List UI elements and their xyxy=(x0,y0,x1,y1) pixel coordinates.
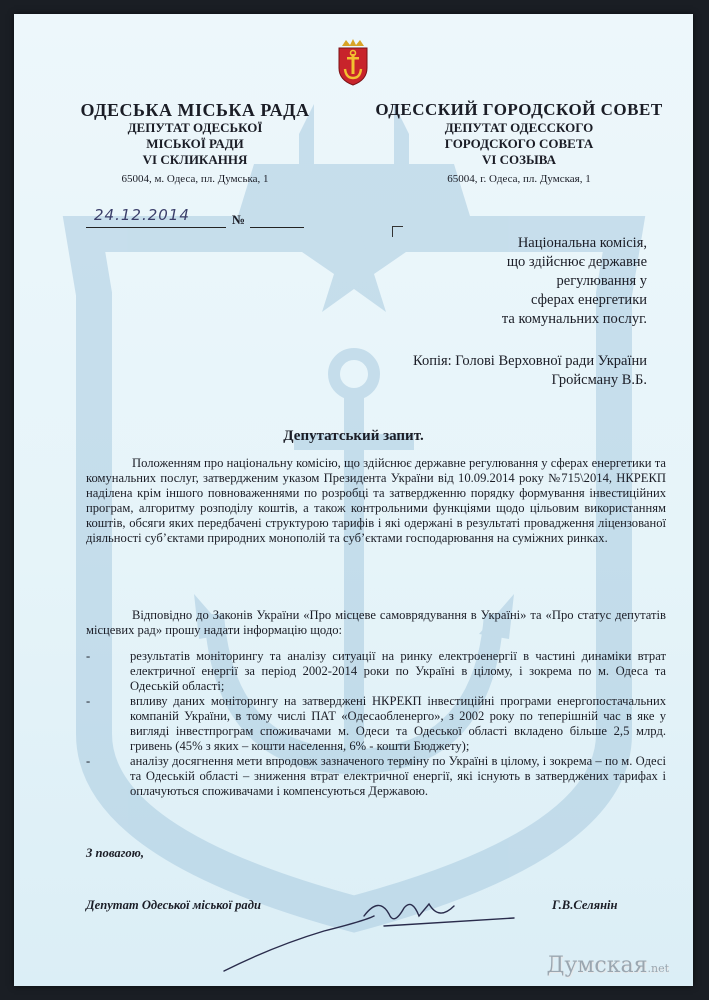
signer-name: Г.В.Селянін xyxy=(552,898,618,912)
source-name: Думская xyxy=(546,953,648,978)
deputy-line2-ru: ГОРОДСКОГО СОВЕТА xyxy=(444,136,594,151)
source-suffix: .net xyxy=(647,962,669,975)
copy-to-block xyxy=(317,352,647,390)
request-list xyxy=(86,649,666,799)
list-item: - результатів моніторингу та аналізу ситуації на ринку електроенергії в частині динаміки втрат електричної енергії за період 2002-2014 роки по Україні в цілому, і зокрема по м. Одеса та Одеській області; xyxy=(86,649,666,694)
body-paragraph: Положенням про національну комісію, що здійснює державне регулювання у сферах енергетики та комунальних послуг, затвердженим указом Президента України від 10.09.2014 року №715\2014, НКРЕКП наділена крім іншого повноваженнями по розробці та затвердженню порядку формування інвестиційних програм, алгоритму розподілу коштів, а також контрольними функціями щодо цільовим використанням коштів, обсяги яких передбачені структурою тарифів і які одержані в результаті провадження ліцензованої діяльності суб’єктами природних монополій та суб’єктами господарювання на суміжних ринках. xyxy=(86,456,666,545)
list-item: - впливу даних моніторингу на затверджені НКРЕКП інвестиційні програми енергопостачальних компаній України, в тому числі ПАТ «Одесаобленерго», з 2002 року по теперішній час в яке у вигляді інвестпрограм споживачами м. Одеси та Одеської області вкладено більше 2,5 млрд. гривень (45% з яких – кошти населення, 6% - кошти Бюджету); xyxy=(86,694,666,754)
deputy-line1-uk: ДЕПУТАТ ОДЕСЬКОЇ xyxy=(127,120,263,135)
recipient-line: сферах енергетики xyxy=(531,292,647,308)
document-title: Депутатський запит. xyxy=(283,428,424,444)
handwritten-date: 24.12.2014 xyxy=(94,206,190,224)
list-item: - аналізу досягнення мети впродовж зазначеного терміну по Україні в цілому, і зокрема – по м. Одесі та Одеській області – зниження втрат електричної енергії, які існують в затверджених тарифах і оплачуються споживачами і компенсуються Державою. xyxy=(86,754,666,799)
deputy-line1-ru: ДЕПУТАТ ОДЕССКОГО xyxy=(444,120,594,135)
recipient-line: що здійснює державне xyxy=(506,254,647,270)
recipient-line: регулювання у xyxy=(556,273,647,289)
recipient-block xyxy=(387,234,647,329)
date-underline xyxy=(86,227,226,228)
copy-line: Гройсману В.Б. xyxy=(551,372,647,388)
letter-sheet xyxy=(14,14,693,986)
handwritten-signature-icon xyxy=(214,886,534,976)
signer-position: Депутат Одеської міської ради xyxy=(86,898,261,912)
convocation-uk: VI СКЛИКАННЯ xyxy=(142,152,248,167)
header-ukrainian xyxy=(60,102,330,187)
deputy-line2-uk: МІСЬКОЇ РАДИ xyxy=(146,136,244,151)
council-name-uk: ОДЕСЬКА МІСЬКА РАДА xyxy=(80,100,310,120)
address-uk: 65004, м. Одеса, пл. Думська, 1 xyxy=(121,173,269,185)
body-paragraph: Відповідно до Законів України «Про місцеве самоврядування в Україні» та «Про статус депутатів місцевих рад» прошу надати інформацію щодо: xyxy=(86,608,666,637)
number-label: № xyxy=(232,212,246,227)
copy-line: Копія: Голові Верховної ради України xyxy=(413,353,647,369)
closing-phrase: З повагою, xyxy=(86,846,144,860)
number-underline xyxy=(250,227,304,228)
source-watermark xyxy=(546,953,669,978)
odesa-coat-of-arms-icon xyxy=(336,38,370,86)
address-ru: 65004, г. Одеса, пл. Думская, 1 xyxy=(447,173,591,185)
council-name-ru: ОДЕССКИЙ ГОРОДСКОЙ СОВЕТ xyxy=(375,100,663,119)
convocation-ru: VI СОЗЫВА xyxy=(481,152,557,167)
recipient-line: та комунальних послуг. xyxy=(501,311,647,327)
recipient-line: Національна комісія, xyxy=(517,235,647,251)
header-russian xyxy=(374,102,664,187)
